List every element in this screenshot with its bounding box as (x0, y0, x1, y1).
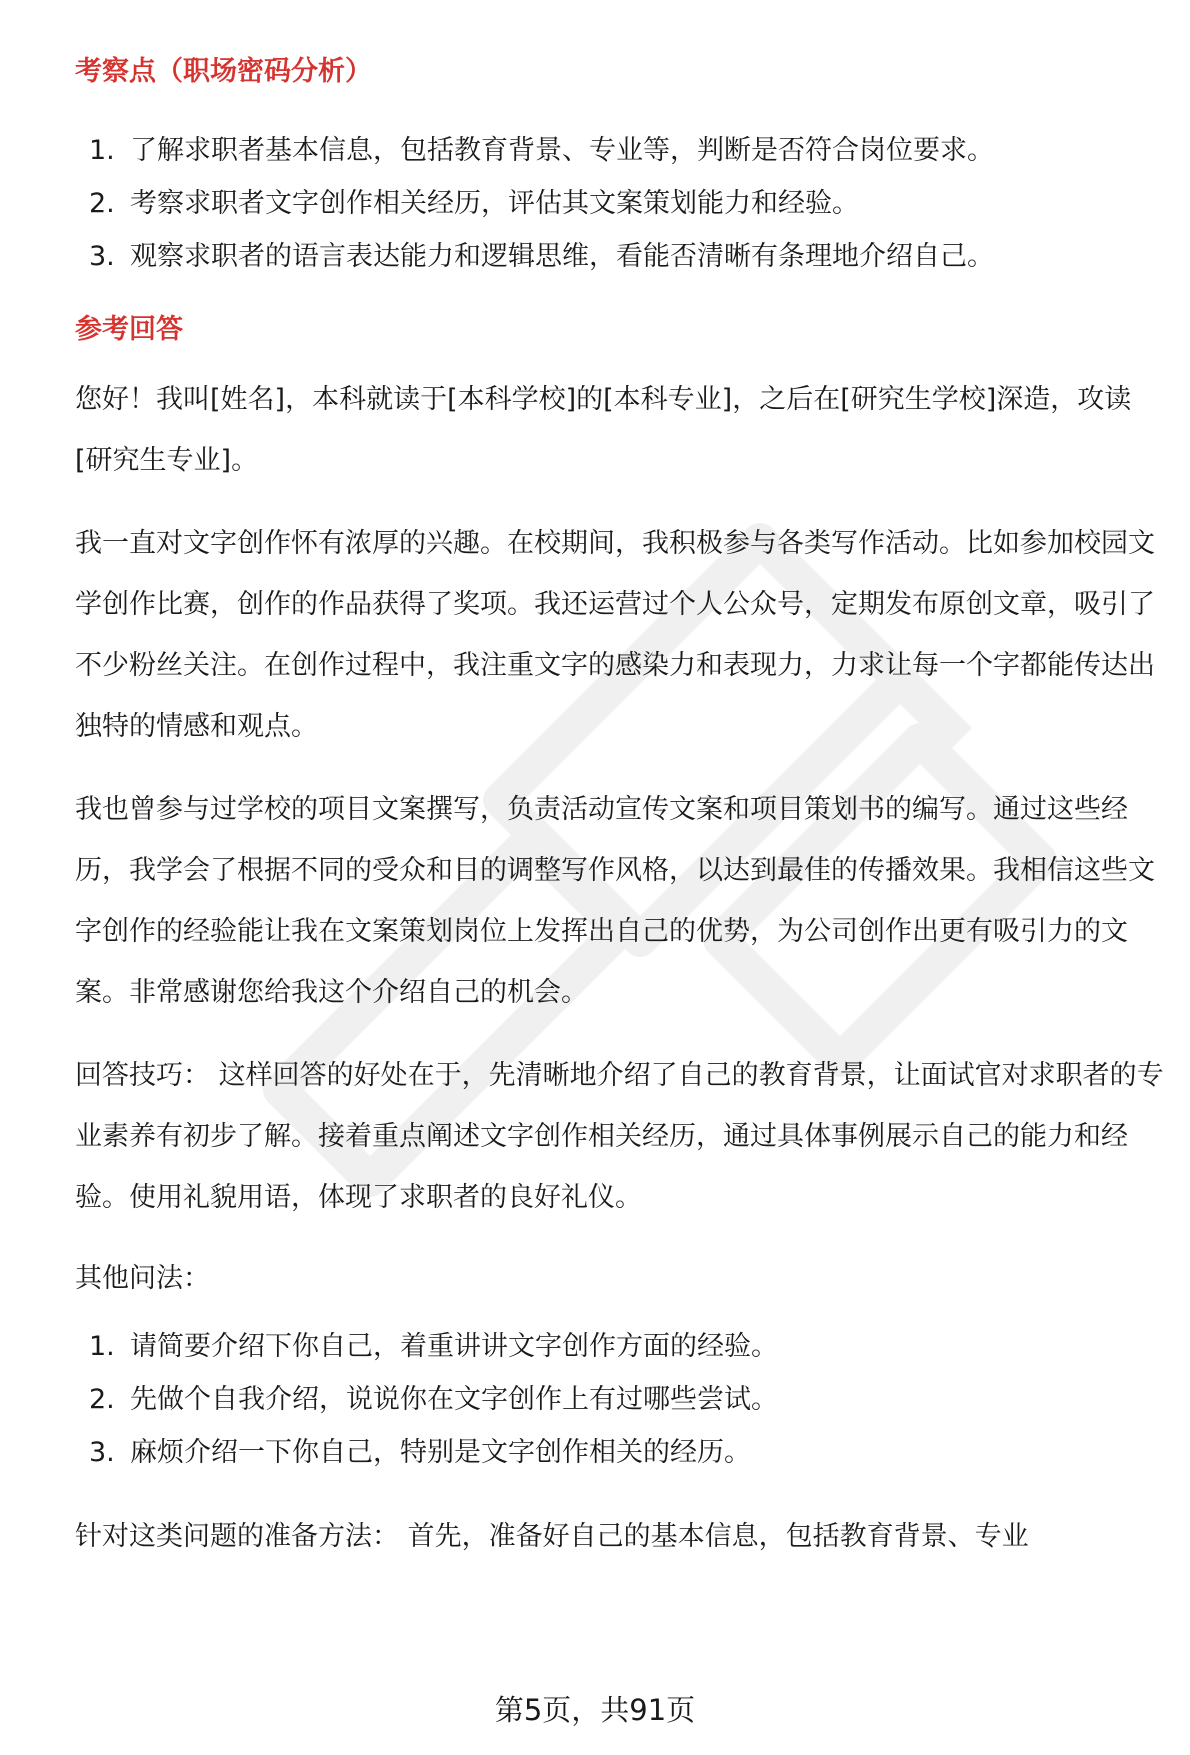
list-item (75, 237, 1165, 277)
section-heading-assessment: 考察点（职场密码分析） (75, 56, 372, 87)
page-number: 第5页，共91页 (494, 1693, 696, 1727)
preparation-paragraph: 针对这类问题的准备方法： 首先，准备好自己的基本信息，包括教育背景、专业 (75, 1521, 1029, 1552)
other-questions-label: 其他问法： (75, 1263, 210, 1294)
list-number: 3. (89, 241, 115, 272)
list-item-text: 观察求职者的语言表达能力和逻辑思维，看能否清晰有条理地介绍自己。 (130, 241, 994, 272)
list-item-text: 麻烦介绍一下你自己，特别是文字创作相关的经历。 (130, 1437, 751, 1468)
document-page (75, 52, 1165, 1567)
list-item (75, 1327, 1165, 1367)
list-number: 2. (89, 1384, 115, 1415)
section-heading-reference-answer: 参考回答 (75, 314, 183, 345)
answer-paragraph: 我也曾参与过学校的项目文案撰写，负责活动宣传文案和项目策划书的编写。通过这些经历，我学会了根据不同的受众和目的调整写作风格，以达到最佳的传播效果。我相信这些文字创作的经验能让我在文案策划岗位上发挥出自己的优势，为公司创作出更有吸引力的文案。非常感谢您给我这个介绍自己的机会。 (75, 794, 1155, 1008)
list-item-text: 先做个自我介绍，说说你在文字创作上有过哪些尝试。 (130, 1384, 778, 1415)
list-number: 2. (89, 188, 115, 219)
other-questions-list (75, 1327, 1165, 1473)
assessment-list (75, 131, 1165, 277)
list-item (75, 1433, 1165, 1473)
list-item-text: 了解求职者基本信息，包括教育背景、专业等，判断是否符合岗位要求。 (130, 135, 994, 166)
list-number: 1. (89, 135, 115, 166)
answer-tips-paragraph: 回答技巧： 这样回答的好处在于，先清晰地介绍了自己的教育背景，让面试官对求职者的专业素养有初步了解。接着重点阐述文字创作相关经历，通过具体事例展示自己的能力和经验。使用礼貌用语，体现了求职者的良好礼仪。 (75, 1060, 1164, 1213)
list-item (75, 131, 1165, 171)
list-item (75, 184, 1165, 224)
list-item (75, 1380, 1165, 1420)
list-item-text: 请简要介绍下你自己，着重讲讲文字创作方面的经验。 (130, 1331, 778, 1362)
list-number: 3. (89, 1437, 115, 1468)
answer-paragraph: 您好！我叫[姓名]，本科就读于[本科学校]的[本科专业]，之后在[研究生学校]深造，攻读[研究生专业]。 (75, 384, 1132, 476)
list-number: 1. (89, 1331, 115, 1362)
answer-paragraph: 我一直对文字创作怀有浓厚的兴趣。在校期间，我积极参与各类写作活动。比如参加校园文学创作比赛，创作的作品获得了奖项。我还运营过个人公众号，定期发布原创文章，吸引了不少粉丝关注。在创作过程中，我注重文字的感染力和表现力，力求让每一个字都能传达出独特的情感和观点。 (75, 528, 1155, 742)
list-item-text: 考察求职者文字创作相关经历，评估其文案策划能力和经验。 (130, 188, 859, 219)
